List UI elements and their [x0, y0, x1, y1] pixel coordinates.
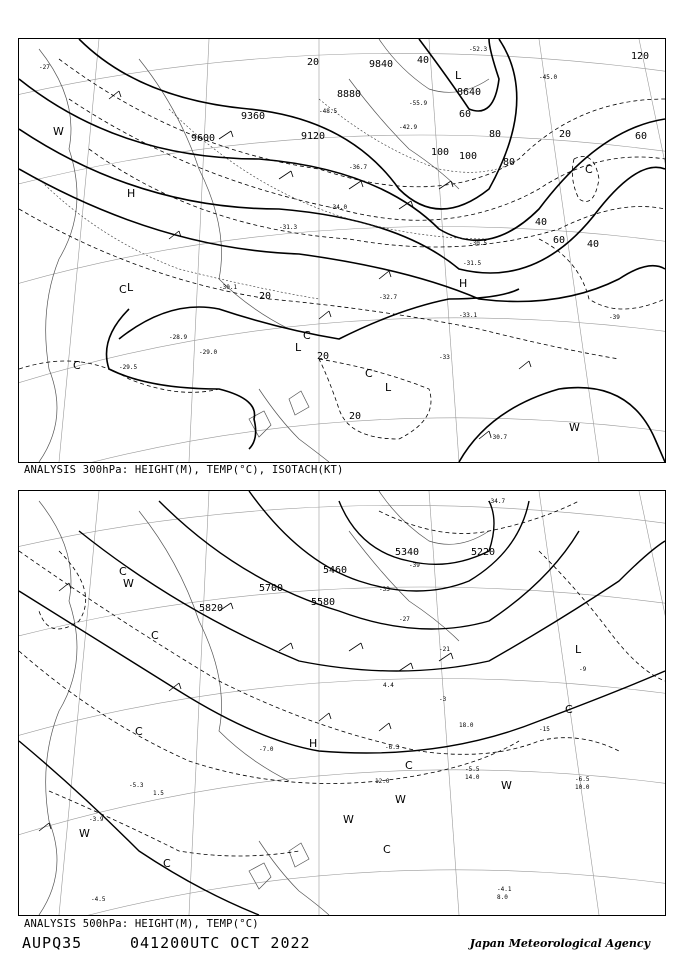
cold-marker: C [119, 565, 127, 578]
agency-name: Japan Meteorological Agency [469, 937, 650, 950]
cold-marker: C [405, 759, 413, 772]
cold-marker: C [383, 843, 391, 856]
temp-label: 14.0 [465, 774, 480, 781]
isotach-contours [19, 59, 665, 439]
height-label: 5580 [311, 597, 336, 608]
height-label: 5820 [199, 603, 224, 614]
temp-label: -3 [439, 696, 447, 703]
height-label: 8640 [457, 87, 482, 98]
isotach-label: 100 [459, 151, 478, 162]
temp-label: -30.1 [219, 284, 238, 291]
temp-label: -32.7 [379, 294, 398, 301]
panel-caption-300hpa: ANALYSIS 300hPa: HEIGHT(M), TEMP(°C), ISOTACH(KT) [24, 464, 344, 476]
temp-label: -6.3 [385, 744, 400, 751]
low-pressure-center: L [295, 341, 302, 354]
cold-marker: C [303, 329, 311, 342]
cold-marker: C [163, 857, 171, 870]
temp-label: -52.3 [469, 46, 488, 53]
height-label: 5460 [323, 565, 348, 576]
isotach-label: 60 [553, 235, 566, 246]
map-500hpa-canvas [19, 491, 665, 915]
temp-label: -30.5 [469, 240, 488, 247]
isotach-label: 40 [535, 217, 548, 228]
temp-label: -34.0 [329, 204, 348, 211]
low-pressure-center: L [455, 69, 462, 82]
temp-label: -21 [439, 646, 450, 653]
temp-label: -28.9 [169, 334, 188, 341]
temp-label: 1.5 [153, 790, 164, 797]
temp-label: -29.5 [119, 364, 138, 371]
temp-label: -9 [579, 666, 587, 673]
warm-marker: W [123, 577, 134, 590]
warm-marker: W [569, 421, 580, 434]
temp-label: 4.4 [383, 682, 394, 689]
height-label: 5700 [259, 583, 284, 594]
temp-label: -36.7 [349, 164, 368, 171]
warm-marker: W [501, 779, 512, 792]
chart-id: AUPQ35 [22, 934, 83, 952]
height-label: 9840 [369, 59, 394, 70]
low-pressure-center: L [575, 643, 582, 656]
temp-label: -29.0 [199, 349, 218, 356]
coastlines [39, 491, 489, 915]
temp-label: -33.1 [459, 312, 478, 319]
temp-label: -33 [379, 586, 390, 593]
temp-label: 12.0 [375, 778, 390, 785]
temp-label: -55.9 [409, 100, 428, 107]
temp-label: -5.3 [129, 782, 144, 789]
temp-label: -34.7 [487, 498, 506, 505]
high-pressure-center: H [309, 737, 318, 750]
warm-marker: W [53, 125, 64, 138]
cold-marker: C [73, 359, 81, 372]
cold-marker: C [151, 629, 159, 642]
thermal-markers [53, 125, 593, 434]
isotach-label: 20 [559, 129, 572, 140]
temp-label: -39 [609, 314, 620, 321]
low-pressure-center: L [127, 281, 134, 294]
temp-label: 8.0 [497, 894, 508, 901]
isotach-label: 20 [349, 411, 362, 422]
low-pressure-center: L [385, 381, 392, 394]
isotach-label: 40 [417, 55, 430, 66]
wind-barbs [39, 583, 453, 831]
height-labels [191, 59, 481, 144]
isotach-label: 40 [587, 239, 600, 250]
cold-marker: C [565, 703, 573, 716]
temp-label: -30.7 [489, 434, 508, 441]
warm-marker: W [79, 827, 90, 840]
isotach-label: 120 [631, 51, 650, 62]
temp-label: -39 [409, 562, 420, 569]
temp-label: 18.0 [459, 722, 474, 729]
temp-label: -7.0 [259, 746, 274, 753]
height-contours [19, 39, 665, 462]
height-label: 5340 [395, 547, 420, 558]
isotach-label: 20 [307, 57, 320, 68]
isotach-label: 60 [635, 131, 648, 142]
height-label: 9360 [241, 111, 266, 122]
cold-marker: C [585, 163, 593, 176]
temp-label: -33 [439, 354, 450, 361]
temp-label: -4.1 [497, 886, 512, 893]
height-label: 8880 [337, 89, 362, 100]
temp-label: -31.5 [463, 260, 482, 267]
isotherms [39, 99, 519, 299]
isotach-label: 80 [489, 129, 502, 140]
cold-marker: C [135, 725, 143, 738]
cold-marker: C [365, 367, 373, 380]
isotach-label: 20 [317, 351, 330, 362]
temp-label: -5.5 [465, 766, 480, 773]
isotach-label: 80 [503, 157, 516, 168]
cold-marker: C [119, 283, 127, 296]
thermal-markers [79, 565, 573, 870]
high-pressure-center: H [459, 277, 468, 290]
map-panel-300hpa [18, 38, 666, 463]
temp-label: -48.5 [319, 108, 338, 115]
temp-label: -27 [399, 616, 410, 623]
height-label: 9120 [301, 131, 326, 142]
isotherms [19, 501, 665, 856]
isotach-label: 100 [431, 147, 450, 158]
valid-time: 041200UTC OCT 2022 [130, 934, 311, 952]
map-300hpa-canvas [19, 39, 665, 462]
temp-label: -42.9 [399, 124, 418, 131]
temp-label: -6.5 [575, 776, 590, 783]
panel-caption-500hpa: ANALYSIS 500hPa: HEIGHT(M), TEMP(°C) [24, 918, 259, 930]
temperature-labels [39, 46, 620, 441]
temp-label: -27 [39, 64, 50, 71]
height-labels [199, 547, 495, 614]
map-panel-500hpa [18, 490, 666, 916]
height-label: 5220 [471, 547, 496, 558]
temp-label: -4.5 [91, 896, 106, 903]
high-pressure-center: H [127, 187, 136, 200]
temp-label: -3.9 [89, 816, 104, 823]
isotach-label: 20 [259, 291, 272, 302]
temp-label: -15 [539, 726, 550, 733]
warm-marker: W [343, 813, 354, 826]
temp-label: -45.0 [539, 74, 558, 81]
temperature-labels [89, 498, 590, 903]
isotach-label: 60 [459, 109, 472, 120]
height-label: 9600 [191, 133, 216, 144]
graticule [19, 39, 665, 462]
warm-marker: W [395, 793, 406, 806]
temp-label: 10.0 [575, 784, 590, 791]
temp-label: -31.3 [279, 224, 298, 231]
